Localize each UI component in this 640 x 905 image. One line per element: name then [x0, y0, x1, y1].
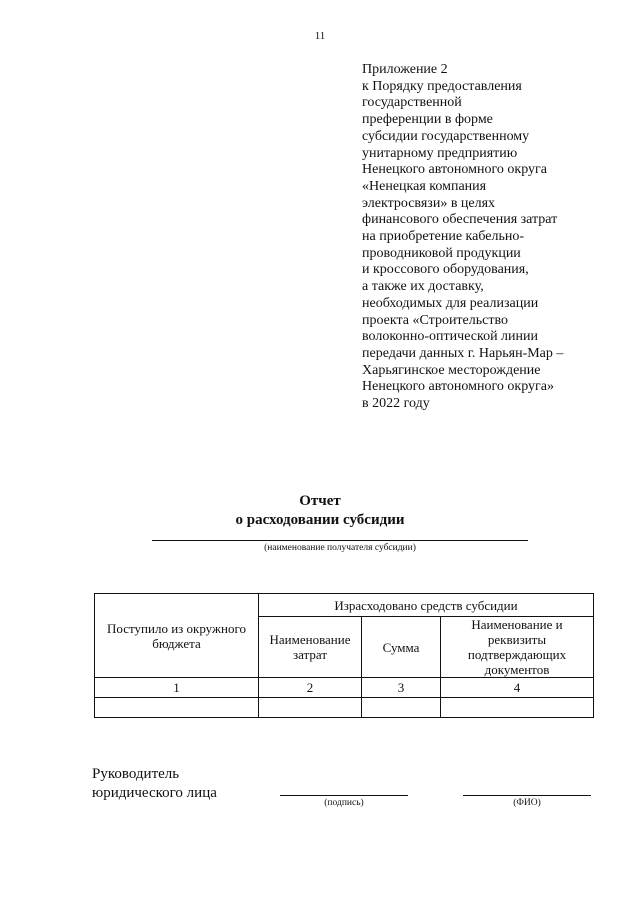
appendix-line: финансового обеспечения затрат: [362, 212, 558, 228]
column-number: 1: [95, 678, 259, 698]
appendix-line: проекта «Строительство: [362, 312, 508, 328]
report-title-line1: Отчет: [299, 493, 341, 509]
appendix-line: проводниковой продукции: [362, 245, 521, 261]
appendix-line: унитарному предприятию: [362, 145, 518, 161]
header-expense-name: Наименование затрат: [259, 617, 362, 678]
signature-caption: (подпись): [324, 798, 364, 808]
header-received-from-budget: Поступило из окружного бюджета: [95, 594, 259, 678]
appendix-line: необходимых для реализации: [362, 295, 539, 311]
table-header-row: [95, 594, 594, 617]
appendix-line: и кроссового оборудования,: [362, 262, 529, 278]
recipient-name-line: [152, 540, 528, 541]
table-row: [95, 698, 594, 718]
header-amount: Сумма: [362, 617, 441, 678]
appendix-line: Приложение 2: [362, 62, 448, 77]
full-name-line: [463, 795, 591, 796]
table-cell-empty[interactable]: [95, 698, 259, 718]
recipient-caption: (наименование получателя субсидии): [264, 543, 416, 553]
header-spent-subsidy: Израсходовано средств субсидии: [259, 594, 594, 617]
column-number: 4: [441, 678, 594, 698]
column-number: 3: [362, 678, 441, 698]
appendix-line: на приобретение кабельно-: [362, 229, 525, 245]
appendix-line: Харьягинское месторождение: [362, 362, 541, 378]
appendix-line: волоконно-оптической линии: [362, 329, 539, 345]
report-title-line2: о расходовании субсидии: [235, 512, 405, 528]
column-number: 2: [259, 678, 362, 698]
appendix-line: в 2022 году: [362, 396, 430, 412]
appendix-block: [362, 62, 622, 413]
signatory-label-line1: Руководитель: [92, 766, 180, 782]
full-name-caption: (ФИО): [513, 798, 541, 808]
table-cell-empty[interactable]: [259, 698, 362, 718]
header-documents: Наименование и реквизиты подтверждающих документов: [441, 617, 594, 678]
signature-line: [280, 795, 408, 796]
appendix-line: электросвязи» в целях: [362, 195, 496, 211]
appendix-line: преференции в форме: [362, 112, 493, 128]
report-title: [0, 492, 640, 530]
report-table: [94, 593, 594, 718]
table-number-row: [95, 678, 594, 698]
appendix-line: «Ненецкая компания: [362, 178, 487, 194]
appendix-line: Ненецкого автономного округа: [362, 162, 547, 178]
appendix-line: субсидии государственному: [362, 128, 530, 144]
appendix-line: передачи данных г. Нарьян-Мар –: [362, 345, 564, 361]
appendix-line: государственной: [362, 95, 462, 111]
table-cell-empty[interactable]: [362, 698, 441, 718]
appendix-line: Ненецкого автономного округа»: [362, 379, 554, 395]
page-number: 11: [314, 30, 326, 42]
table-cell-empty[interactable]: [441, 698, 594, 718]
appendix-line: к Порядку предоставления: [362, 78, 522, 94]
signatory-label-line2: юридического лица: [92, 785, 217, 801]
appendix-line: а также их доставку,: [362, 279, 484, 295]
signatory-label: [92, 765, 217, 803]
